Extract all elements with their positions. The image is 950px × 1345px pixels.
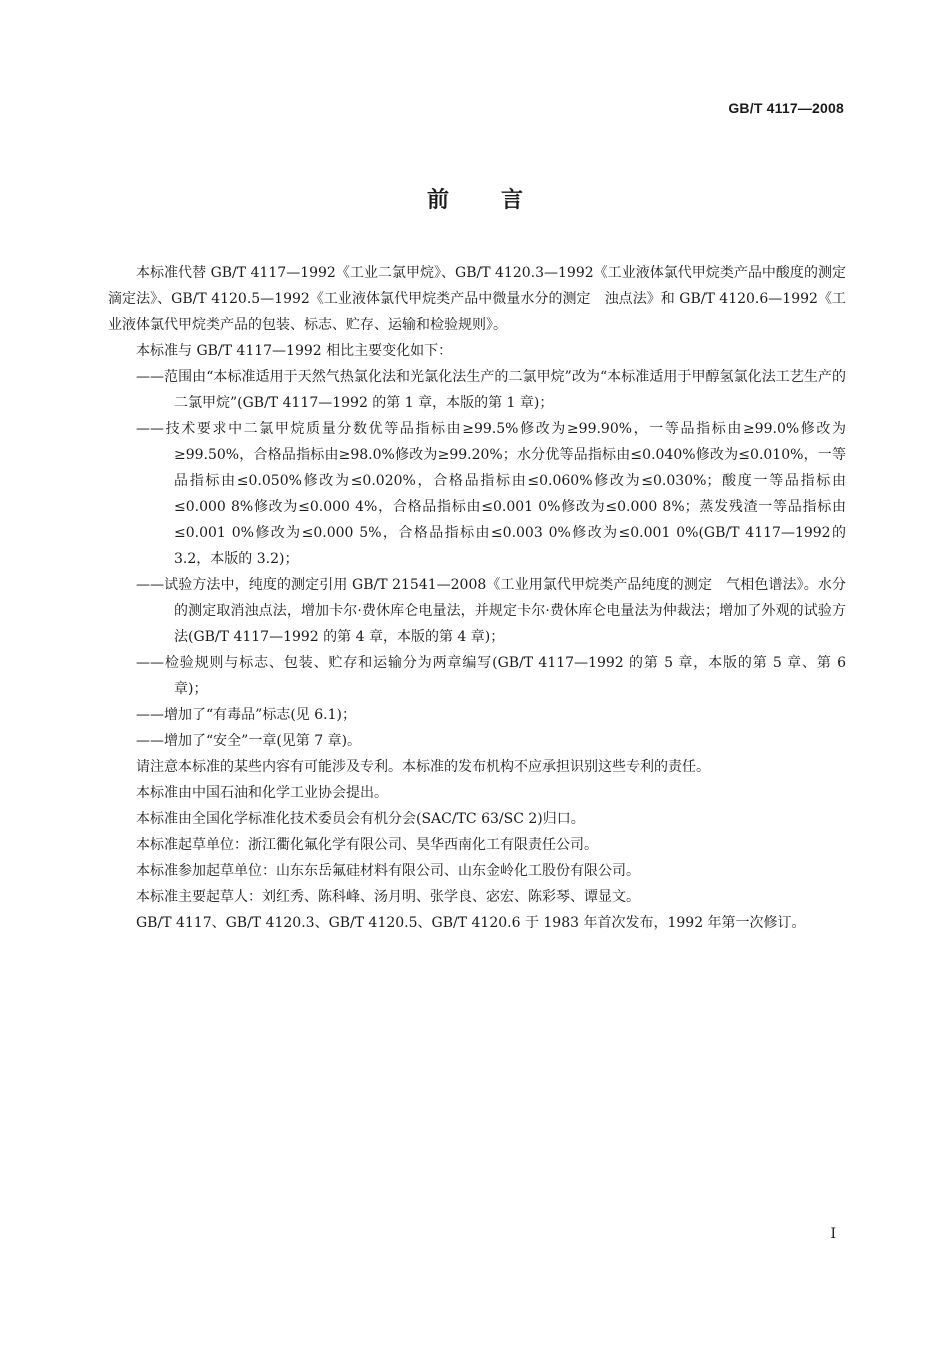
changes-list <box>108 364 846 754</box>
document-body <box>108 260 860 936</box>
list-item: ——增加了“有毒品”标志(见 6.1)； <box>136 707 356 723</box>
list-item: ——检验规则与标志、包装、贮存和运输分为两章编写(GB/T 4117—1992 的第 5 章，本版的第 5 章、第 6 章)； <box>136 655 846 697</box>
paragraph-drafting-units: 本标准起草单位：浙江衢化氟化学有限公司、昊华西南化工有限责任公司。 <box>136 837 598 853</box>
list-item: ——试验方法中，纯度的测定引用 GB/T 21541—2008《工业用氯代甲烷类产品纯度的测定 气相色谱法》。水分的测定取消浊点法，增加卡尔·费休库仑电量法，并规定卡尔·费休库仑电量法为仲裁法；增加了外观的试验方法(GB/T 4117—1992 的第 4 章，本版的第 4 章)； <box>136 577 846 645</box>
list-item: ——增加了“安全”一章(见第 7 章)。 <box>136 733 362 749</box>
list-item: ——技术要求中二氯甲烷质量分数优等品指标由≥99.5%修改为≥99.90%，一等品指标由≥99.0%修改为≥99.50%，合格品指标由≥98.0%修改为≥99.20%；水分优等品指标由≤0.040%修改为≤0.010%，一等品指标由≤0.050%修改为≤0.020%，合格品指标由≤0.060%修改为≤0.030%；酸度一等品指标由≤0.000 8%修改为≤0.000 4%，合格品指标由≤0.001 0%修改为≤0.000 8%；蒸发残渣一等品指标由≤0.001 0%修改为≤0.000 5%，合格品指标由≤0.003 0%修改为≤0.001 0%(GB/T 4117—1992的 3.2，本版的 3.2)； <box>136 421 846 567</box>
standard-number: GB/T 4117—2008 <box>728 100 844 116</box>
paragraph-committee: 本标准由全国化学标准化技术委员会有机分会(SAC/TC 63/SC 2)归口。 <box>136 811 585 827</box>
paragraph-replaces: 本标准代替 GB/T 4117—1992《工业二氯甲烷》、GB/T 4120.3—1992《工业液体氯代甲烷类产品中酸度的测定 滴定法》、GB/T 4120.5—1992《工业液体氯代甲烷类产品中微量水分的测定 浊点法》和 GB/T 4120.6—1992《工业液体氯代甲烷类产品的包装、标志、贮存、运输和检验规则》。 <box>108 265 860 333</box>
paragraph-history: GB/T 4117、GB/T 4120.3、GB/T 4120.5、GB/T 4120.6 于 1983 年首次发布，1992 年第一次修订。 <box>136 915 806 931</box>
paragraph-participating-units: 本标准参加起草单位：山东东岳氟硅材料有限公司、山东金岭化工股份有限公司。 <box>136 863 640 879</box>
page-title: 前言 <box>426 188 575 213</box>
list-item: ——范围由“本标准适用于天然气热氯化法和光氯化法生产的二氯甲烷”改为“本标准适用于甲醇氢氯化法工艺生产的二氯甲烷”(GB/T 4117—1992 的第 1 章，本版的第 1 章)； <box>136 369 846 411</box>
paragraph-proposer: 本标准由中国石油和化学工业协会提出。 <box>136 785 388 801</box>
paragraph-patent-notice: 请注意本标准的某些内容有可能涉及专利。本标准的发布机构不应承担识别这些专利的责任。 <box>136 759 710 775</box>
paragraph-changes-intro: 本标准与 GB/T 4117—1992 相比主要变化如下： <box>136 343 453 359</box>
page-number: Ⅰ <box>830 1226 836 1242</box>
paragraph-drafters: 本标准主要起草人：刘红秀、陈科峰、汤月明、张学良、宓宏、陈彩琴、谭显文。 <box>136 889 640 905</box>
